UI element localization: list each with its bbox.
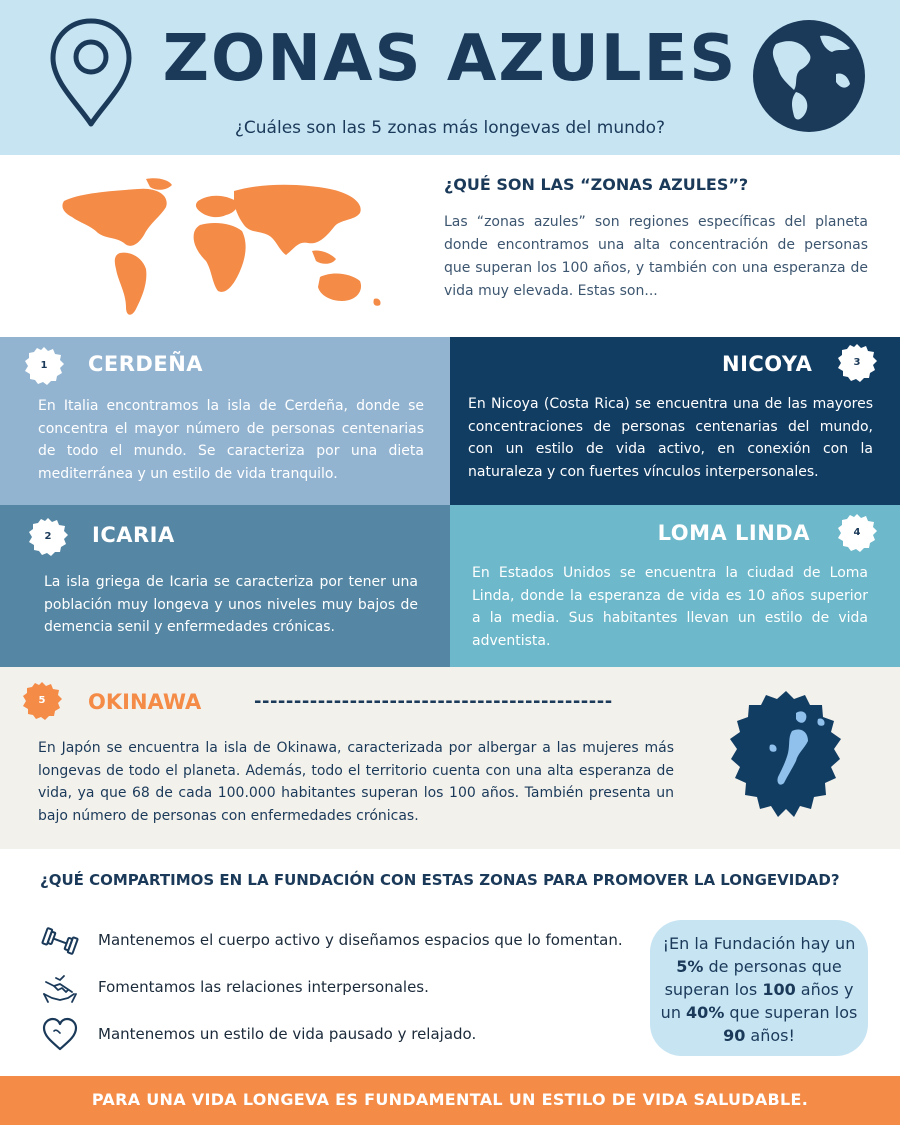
stat-text: ¡En la Fundación hay un (662, 934, 856, 953)
handshake-icon (40, 968, 80, 1008)
stat-text: años! (745, 1026, 795, 1045)
zone-number-badge (28, 517, 68, 557)
zone-text: En Italia encontramos la isla de Cerdeña, donde se concentra el mayor número de personas centenarias de todo el mundo. Se caracteriza por una dieta mediterránea y un estilo de vida tranquilo. (38, 398, 424, 482)
stat-text: años y un (660, 980, 854, 1022)
foundation-section (0, 849, 900, 1076)
footer-banner (0, 1076, 900, 1125)
zone-okinawa (0, 667, 900, 849)
zone-text: En Estados Unidos se encuentra la ciudad de Loma Linda, donde la esperanza de vida es 10 años superior a la media. Sus habitantes llevan un estilo de vida adventista. (472, 565, 868, 649)
globe-icon (750, 18, 868, 134)
zone-title: NICOYA (722, 352, 813, 376)
zone-nicoya (450, 337, 900, 505)
dashed-divider: --------------------------------------------- (254, 691, 613, 712)
dumbbell-icon (40, 921, 80, 961)
intro-text: Las “zonas azules” son regiones específicas del planeta donde encontramos una alta concentración de personas que superan los 100 años, y también con una esperanza de vida muy elevada. Estas son... (444, 214, 868, 299)
stat-age-100: 100 (762, 980, 796, 999)
heart-icon (40, 1015, 80, 1055)
list-item (40, 921, 650, 961)
list-item (40, 1015, 650, 1055)
stat-text: que superan los (724, 1003, 858, 1022)
zone-number-badge (22, 681, 62, 721)
zone-cerdena (0, 337, 450, 505)
zone-number: 2 (44, 531, 52, 542)
zone-icaria (0, 505, 450, 667)
okinawa-islands-illustration (708, 679, 864, 829)
statistics-bubble (650, 920, 868, 1056)
zone-title: ICARIA (92, 523, 175, 547)
world-map-illustration (50, 173, 390, 323)
zone-number-badge (837, 513, 877, 553)
zone-text: En Nicoya (Costa Rica) se encuentra una de las mayores concentraciones de personas centenarias del mundo, con un estilo de vida activo, en conexión con la naturaleza y con fuertes vínculos interpersonales. (468, 396, 873, 480)
zone-number: 4 (853, 527, 861, 538)
footer-text: PARA UNA VIDA LONGEVA ES FUNDAMENTAL UN ESTILO DE VIDA SALUDABLE. (91, 1090, 809, 1109)
intro-section (0, 155, 900, 337)
stat-percent-5: 5% (676, 957, 704, 976)
zone-number-badge (24, 346, 64, 386)
header (0, 0, 900, 155)
zone-loma-linda (450, 505, 900, 667)
list-item-text: Mantenemos el cuerpo activo y diseñamos espacios que lo fomentan. (98, 931, 623, 949)
stat-text: de personas que superan los (664, 957, 842, 999)
page-subtitle: ¿Cuáles son las 5 zonas más longevas del mundo? (234, 118, 666, 138)
page-title: ZONAS AZULES (162, 22, 738, 96)
zone-number: 3 (853, 357, 861, 368)
list-item (40, 968, 650, 1008)
zone-title: CERDEÑA (88, 352, 204, 376)
stat-percent-40: 40% (686, 1003, 725, 1022)
zone-title: LOMA LINDA (657, 521, 810, 545)
zone-number: 5 (38, 695, 46, 706)
foundation-heading: ¿QUÉ COMPARTIMOS EN LA FUNDACIÓN CON ESTAS ZONAS PARA PROMOVER LA LONGEVIDAD? (40, 871, 840, 889)
intro-heading: ¿QUÉ SON LAS “ZONAS AZULES”? (444, 175, 749, 194)
zone-title: OKINAWA (88, 690, 202, 714)
zone-text: La isla griega de Icaria se caracteriza por tener una población muy longeva y unos niveles muy bajos de demencia senil y enfermedades crónicas. (44, 574, 418, 635)
list-item-text: Fomentamos las relaciones interpersonales. (98, 978, 429, 996)
zone-text: En Japón se encuentra la isla de Okinawa, caracterizada por albergar a las mujeres más longevas de todo el planeta. Además, todo el territorio cuenta con una alta esperanza de vida, ya que 68 de cada 100.000 habitantes superan los 100 años. También presenta un bajo número de personas con enfermedades crónicas. (38, 740, 674, 824)
list-item-text: Mantenemos un estilo de vida pausado y relajado. (98, 1025, 477, 1043)
zone-number-badge (837, 343, 877, 383)
stat-age-90: 90 (723, 1026, 746, 1045)
zone-number: 1 (40, 360, 48, 371)
